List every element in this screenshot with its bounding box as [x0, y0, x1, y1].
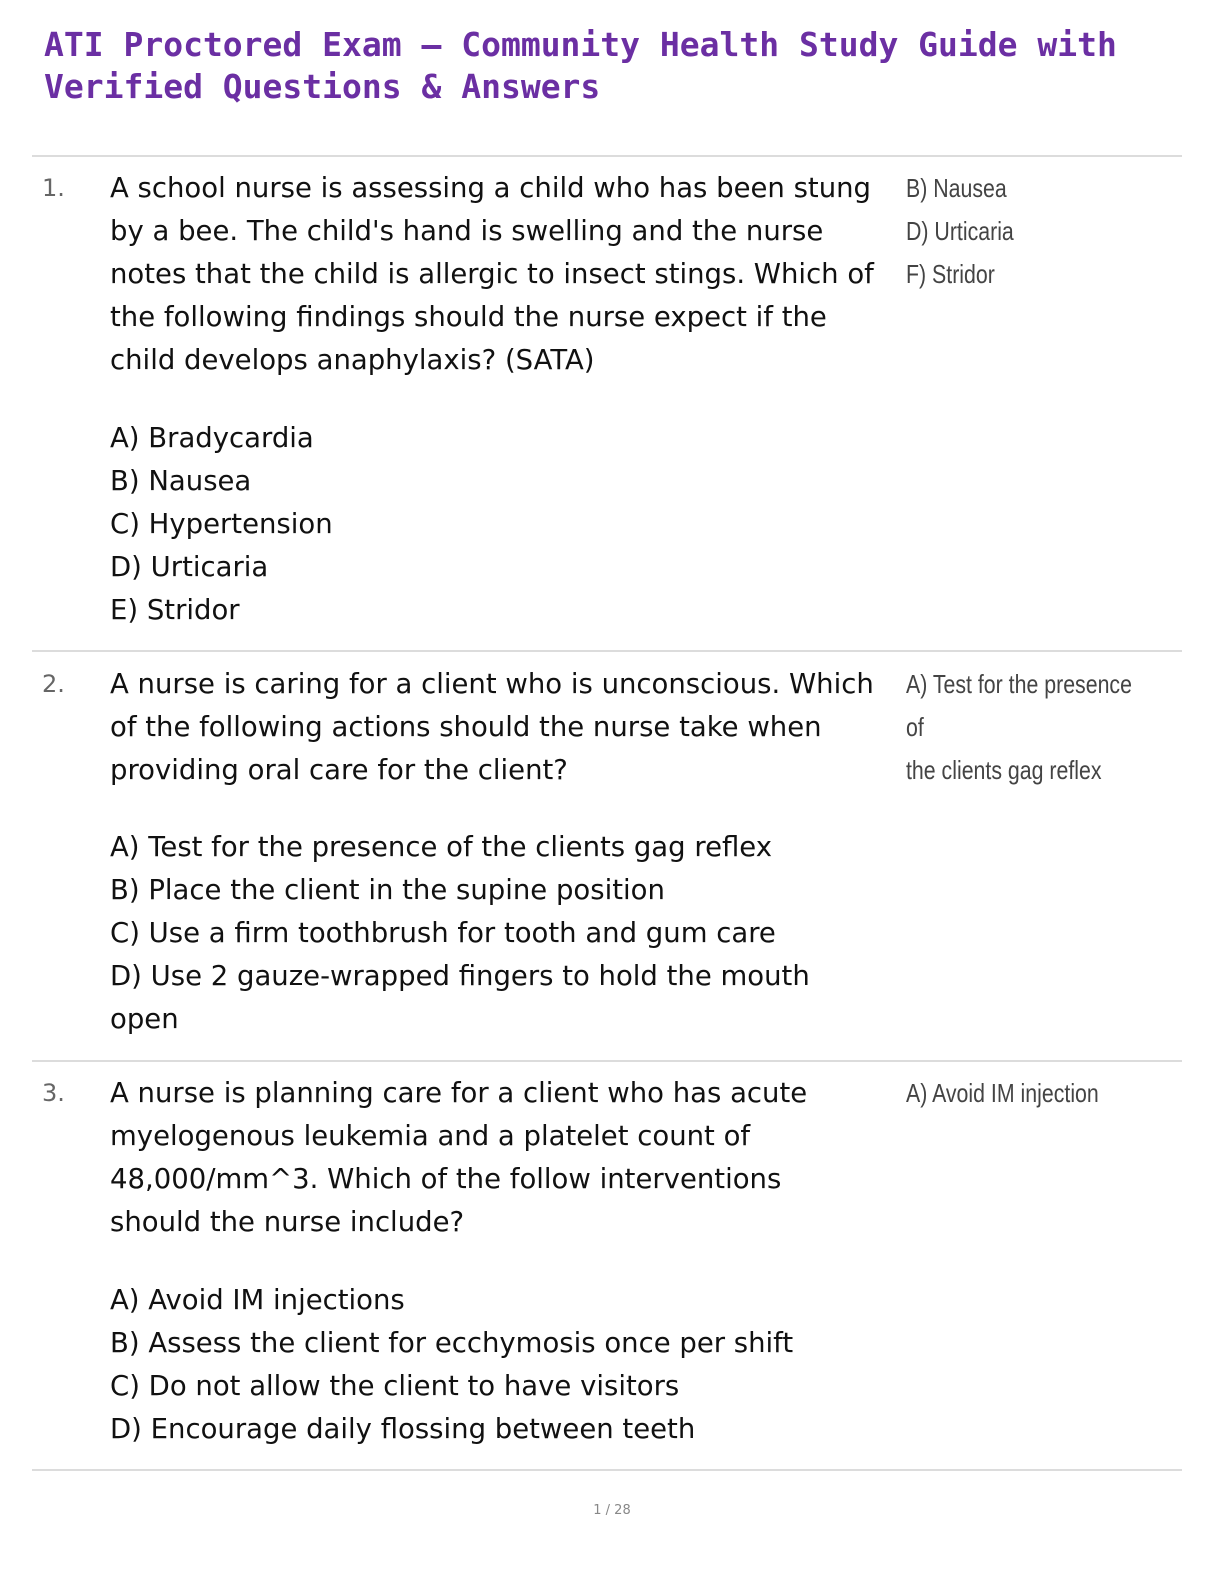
answer-line: the clients gag reflex [906, 755, 1102, 785]
question-card-3 [32, 1072, 1182, 1462]
option-c: C) Do not allow the client to have visitors [110, 1370, 680, 1402]
option-d: D) Encourage daily flossing between teeth [110, 1413, 696, 1445]
answer-key [906, 1072, 1099, 1115]
question-card-1 [32, 167, 1182, 637]
answer-line: A) Test for the presence of [906, 669, 1132, 742]
page-number: 1 / 28 [593, 1503, 631, 1518]
answer-key [906, 167, 1014, 296]
option-c: C) Use a firm toothbrush for tooth and gum care [110, 917, 776, 949]
option-a: A) Bradycardia [110, 422, 314, 454]
answer-key [906, 663, 1132, 792]
question-number: 2. [42, 670, 65, 698]
divider [32, 1060, 1182, 1062]
answer-options [110, 1279, 900, 1451]
option-a: A) Avoid IM injections [110, 1284, 405, 1316]
answer-line: A) Avoid IM injection [906, 1078, 1099, 1108]
answer-line: B) Nausea [906, 173, 1007, 203]
option-d: D) Use 2 gauze-wrapped fingers to hold the mouth open [110, 960, 810, 1035]
option-b: B) Nausea [110, 465, 252, 497]
answer-options [110, 417, 333, 632]
question-text: A nurse is planning care for a client who has acute myelogenous leukemia and a platelet count of 48,000/mm^3. Which of the follow interventions should the nurse include? [110, 1077, 808, 1238]
question-number: 1. [42, 174, 65, 202]
divider [32, 650, 1182, 652]
divider [32, 1469, 1182, 1471]
answer-options [110, 826, 870, 1041]
option-c: C) Hypertension [110, 508, 333, 540]
document-title: ATI Proctored Exam – Community Health Study Guide with Verified Questions & Answers [44, 25, 1117, 106]
option-e: E) Stridor [110, 594, 240, 626]
option-a: A) Test for the presence of the clients gag reflex [110, 831, 773, 863]
option-d: D) Urticaria [110, 551, 269, 583]
answer-line: F) Stridor [906, 259, 995, 289]
option-b: B) Place the client in the supine position [110, 874, 665, 906]
answer-line: D) Urticaria [906, 216, 1014, 246]
question-number: 3. [42, 1079, 65, 1107]
divider [32, 155, 1182, 157]
option-b: B) Assess the client for ecchymosis once per shift [110, 1327, 794, 1359]
question-text: A school nurse is assessing a child who has been stung by a bee. The child's hand is swelling and the nurse notes that the child is allergic to insect stings. Which of the following findings should the nurse expect if the child develops anaphylaxis? (SATA) [110, 172, 874, 376]
question-text: A nurse is caring for a client who is unconscious. Which of the following actions should the nurse take when providing oral care for the client? [110, 668, 874, 786]
question-card-2 [32, 663, 1182, 1048]
